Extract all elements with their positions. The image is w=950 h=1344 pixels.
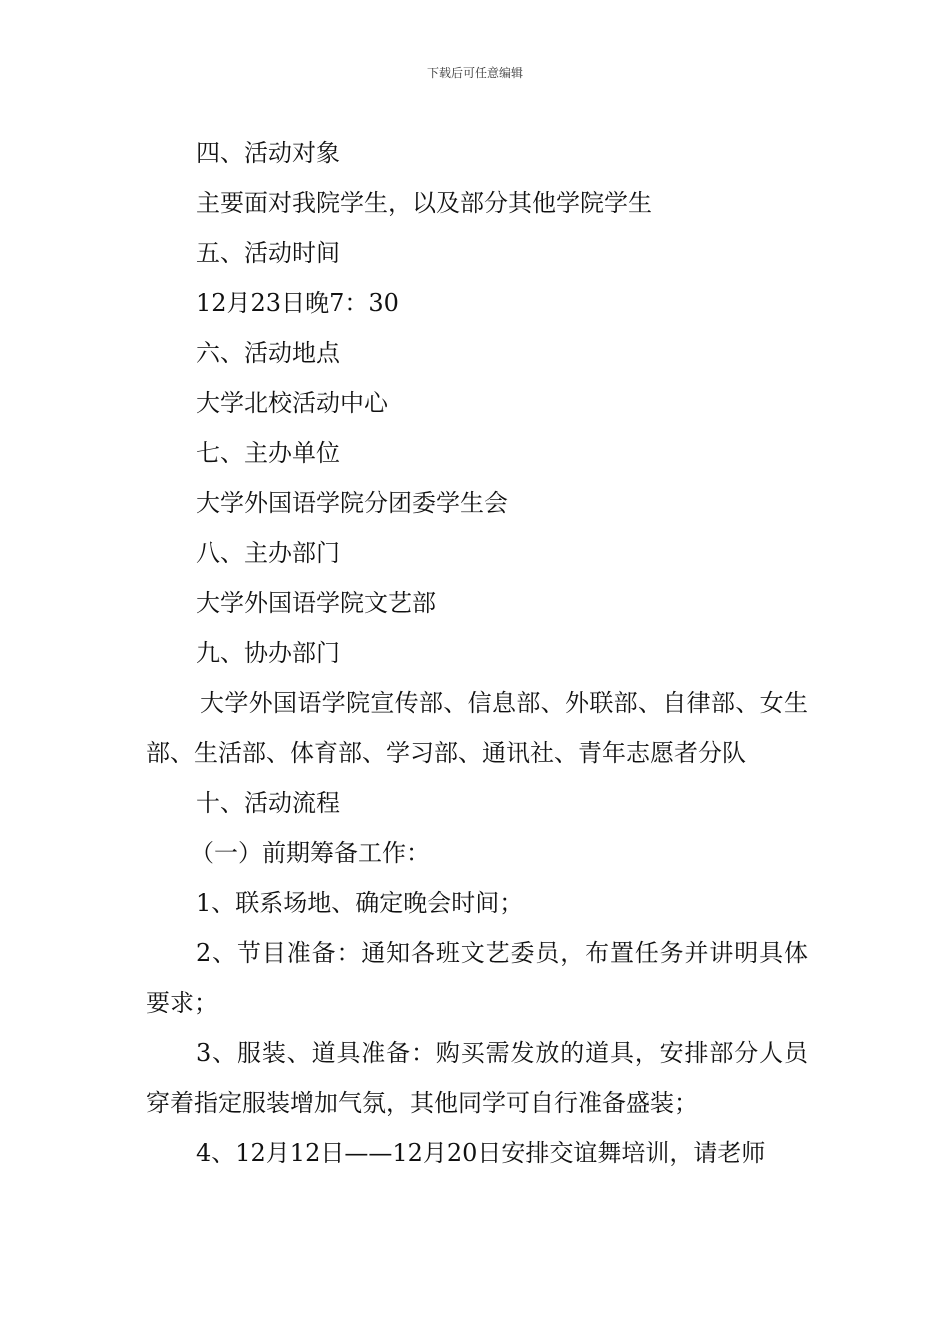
document-body <box>146 128 808 1178</box>
section-heading: 四、活动对象 <box>196 139 340 167</box>
section-heading: 十、活动流程 <box>196 789 340 817</box>
subsection-heading: （一）前期筹备工作： <box>190 839 430 867</box>
page-header-note: 下载后可任意编辑 <box>426 66 523 80</box>
list-item-paragraph: 3、服装、道具准备：购买需发放的道具，安排部分人员穿着指定服装增加气氛，其他同学可自行准备盛装； <box>146 1039 808 1117</box>
section-body: 12月23日晚7：30 <box>196 289 399 317</box>
section-heading: 七、主办单位 <box>196 439 340 467</box>
section-heading: 九、协办部门 <box>196 639 340 667</box>
section-body: 大学外国语学院文艺部 <box>196 589 436 617</box>
section-heading: 六、活动地点 <box>196 339 340 367</box>
list-item-paragraph: 4、12月12日——12月20日安排交谊舞培训，请老师 <box>196 1139 766 1167</box>
section-body-paragraph: 大学外国语学院宣传部、信息部、外联部、自律部、女生部、生活部、体育部、学习部、通讯社、青年志愿者分队 <box>146 689 808 767</box>
section-body: 主要面对我院学生，以及部分其他学院学生 <box>196 189 652 217</box>
section-body: 大学外国语学院分团委学生会 <box>196 489 508 517</box>
section-heading: 八、主办部门 <box>196 539 340 567</box>
list-item-paragraph: 2、节目准备：通知各班文艺委员，布置任务并讲明具体要求； <box>146 939 808 1017</box>
section-body: 大学北校活动中心 <box>196 389 388 417</box>
list-item: 1、联系场地、确定晚会时间； <box>196 889 524 917</box>
section-heading: 五、活动时间 <box>196 239 340 267</box>
